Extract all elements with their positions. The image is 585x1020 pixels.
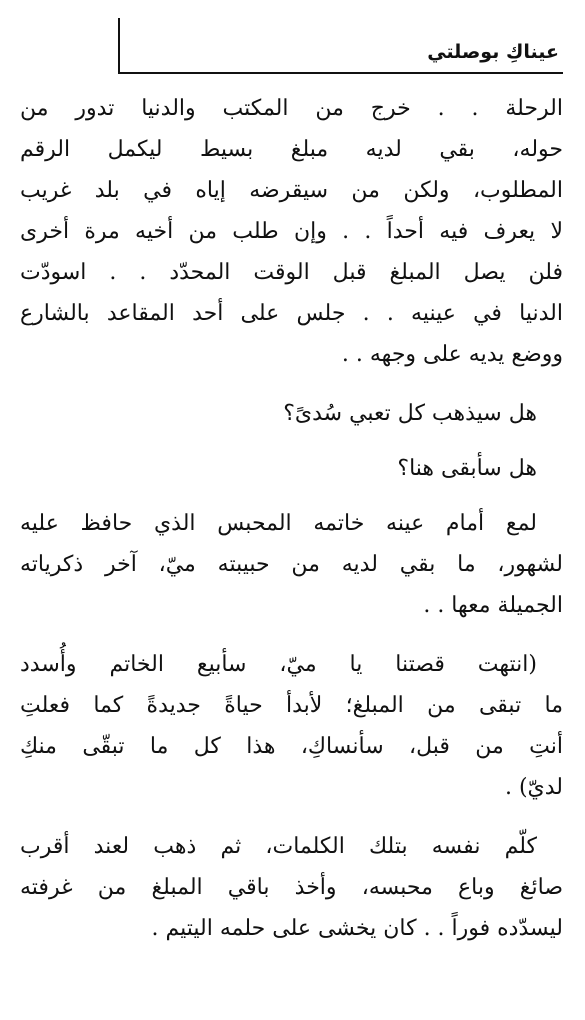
page-body xyxy=(20,88,563,967)
paragraph-6 xyxy=(20,826,563,949)
text-line: الجميلة معها . . xyxy=(423,593,563,618)
paragraph-3 xyxy=(20,448,563,489)
text-line: لديّ) . xyxy=(504,775,563,800)
text-line: لا يعرف فيه أحداً . . وإن طلب من أخيه مرة أخرى xyxy=(20,219,563,244)
text-line: ووضع يديه على وجهه . . xyxy=(341,342,563,367)
text-line: الرحلة . . خرج من المكتب والدنيا تدور من xyxy=(20,96,563,121)
text-line: لمع أمام عينه خاتمه المحبس الذي حافظ عليه xyxy=(20,511,537,536)
text-line: أنتِ من قبل، سأنساكِ، هذا كل ما تبقّى منكِ xyxy=(20,734,563,759)
book-title: عيناكِ بوصلتي xyxy=(427,41,559,63)
paragraph-2 xyxy=(20,393,563,434)
text-line: صائغ وباع محبسه، وأخذ باقي المبلغ من غرفته xyxy=(20,875,563,900)
running-header xyxy=(118,18,563,74)
text-line: ما تبقى من المبلغ؛ لأبدأ حياةً جديدةً كما فعلتِ xyxy=(20,693,563,718)
text-line: المطلوب، ولكن من سيقرضه إياه في بلد غريب xyxy=(20,178,563,203)
paragraph-4 xyxy=(20,503,563,626)
text-line: حوله، بقي لديه مبلغ بسيط ليكمل الرقم xyxy=(20,137,563,162)
paragraph-1 xyxy=(20,88,563,375)
text-line: كلّم نفسه بتلك الكلمات، ثم ذهب لعند أقرب xyxy=(20,834,537,859)
text-line: لشهور، ما بقي لديه من حبيبته ميّ، آخر ذكرياته xyxy=(20,552,563,577)
text-line: فلن يصل المبلغ قبل الوقت المحدّد . . اسودّت xyxy=(20,260,563,285)
text-line: الدنيا في عينيه . . جلس على أحد المقاعد بالشارع xyxy=(20,301,563,326)
text-line: هل سيذهب كل تعبي سُدىً؟ xyxy=(283,401,537,426)
text-line: (انتهت قصتنا يا ميّ، سأبيع الخاتم وأُسدد xyxy=(20,652,537,677)
text-line: هل سأبقى هنا؟ xyxy=(397,456,537,481)
text-line: ليسدّده فوراً . . كان يخشى على حلمه اليتيم . xyxy=(151,916,563,941)
paragraph-5 xyxy=(20,644,563,808)
